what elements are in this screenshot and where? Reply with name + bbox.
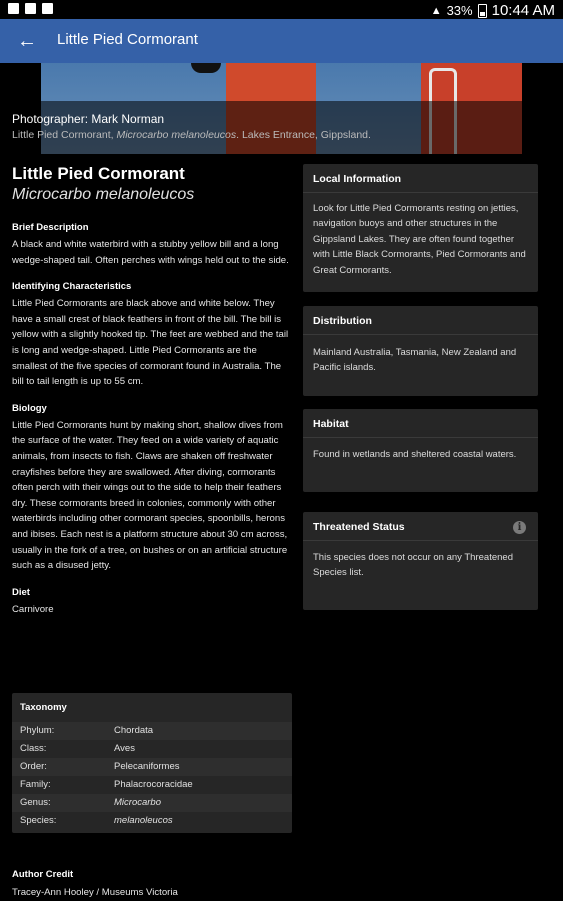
wifi-icon: ▲ [430, 4, 442, 17]
author-credit-heading: Author Credit [12, 869, 74, 880]
battery-icon [478, 4, 487, 18]
species-details [12, 164, 292, 617]
taxonomy-row: Order: Pelecaniformes [12, 758, 292, 776]
diet-heading: Diet [12, 586, 30, 598]
taxonomy-row: Class: Aves [20, 743, 135, 754]
brief-description-heading: Brief Description [12, 222, 89, 233]
notification-icons [8, 3, 53, 14]
local-information-card [303, 164, 538, 292]
info-icon[interactable]: i [513, 521, 526, 534]
habitat-text: Found in wetlands and sheltered coastal waters. [313, 449, 517, 460]
species-common-name: Little Pied Cormorant [12, 164, 185, 183]
distribution-heading: Distribution [313, 315, 372, 327]
identifying-heading: Identifying Characteristics [12, 281, 132, 293]
brief-description-text: A black and white waterbird with a stubby yellow bill and a long wedge-shaped tail. Often perches with wings held out to the side. [12, 239, 289, 266]
photo-icon [42, 3, 53, 14]
threatened-status-heading: Threatened Status [313, 521, 405, 533]
download-icon [8, 3, 19, 14]
local-information-text: Look for Little Pied Cormorants resting on jetties, navigation buoys and other structures in the Gippsland Lakes. They are often found together with Little Black Cormorants, Pied Cormorants and Great Cormorants. [313, 203, 526, 276]
divider [303, 540, 538, 541]
biology-heading: Biology [12, 402, 47, 414]
battery-percent: 33% [446, 3, 473, 18]
photo-caption: Little Pied Cormorant, Microcarbo melanoleucos. Lakes Entrance, Gippsland. [12, 129, 371, 141]
app-bar [0, 19, 563, 63]
taxonomy-card [12, 693, 292, 833]
identifying-text: Little Pied Cormorants are black above and white below. They have a small crest of black feathers in front of the bill. The bill is yellow with a slightly hooked tip. The feet are webbed and the tail is long and wedge-shaped. Little Pied Cormorants are the smallest of the five species of cormorant found in Australia. The bill to tail length is up to 55 cm. [12, 298, 289, 388]
taxonomy-row: Species: melanoleucos [20, 815, 173, 826]
status-right [431, 2, 555, 19]
biology-text: Little Pied Cormorants hunt by making short, shallow dives from the surface of the water. They feed on a wide variety of aquatic animals, from insects to fish. Claws are shaken off freshwater crayfishes before they are swallowed. After diving, cormorants often perch with their wings out to the side to help their feathers dry. These cormorants breed in colonies, commonly with other waterbirds including other cormorant species, spoonbills, herons and ibises. Each nest is a platform structure about 30 cm across, usually in the fork of a tree, on bushes or on an artificial structure such as a disused jetty. [12, 419, 288, 572]
photographer-credit: Photographer: Mark Norman [12, 112, 165, 126]
habitat-heading: Habitat [313, 418, 349, 430]
app-bar-title: Little Pied Cormorant [57, 31, 198, 48]
image-icon [25, 3, 36, 14]
threatened-status-text: This species does not occur on any Threatened Species list. [313, 552, 513, 579]
taxonomy-row: Phylum: Chordata [12, 722, 292, 740]
clock: 10:44 AM [491, 2, 555, 19]
local-information-heading: Local Information [313, 173, 402, 185]
taxonomy-row: Genus: Microcarbo [12, 794, 292, 812]
distribution-text: Mainland Australia, Tasmania, New Zealand and Pacific islands. [313, 347, 517, 374]
author-credit-text: Tracey-Ann Hooley / Museums Victoria [12, 887, 178, 898]
photo-bird [191, 63, 221, 73]
species-scientific-name: Microcarbo melanoleucos [12, 186, 195, 203]
taxonomy-heading: Taxonomy [20, 702, 67, 713]
divider [303, 192, 538, 193]
photo-caption-overlay [41, 101, 522, 154]
habitat-card [303, 409, 538, 492]
divider [303, 437, 538, 438]
distribution-card [303, 306, 538, 396]
divider [303, 334, 538, 335]
taxonomy-row: Family: Phalacrocoracidae [20, 779, 193, 790]
status-bar [0, 0, 563, 19]
diet-text: Carnivore [12, 603, 54, 615]
arrow-left-icon: ← [17, 30, 37, 52]
back-button[interactable] [14, 28, 40, 54]
threatened-status-card [303, 512, 538, 610]
